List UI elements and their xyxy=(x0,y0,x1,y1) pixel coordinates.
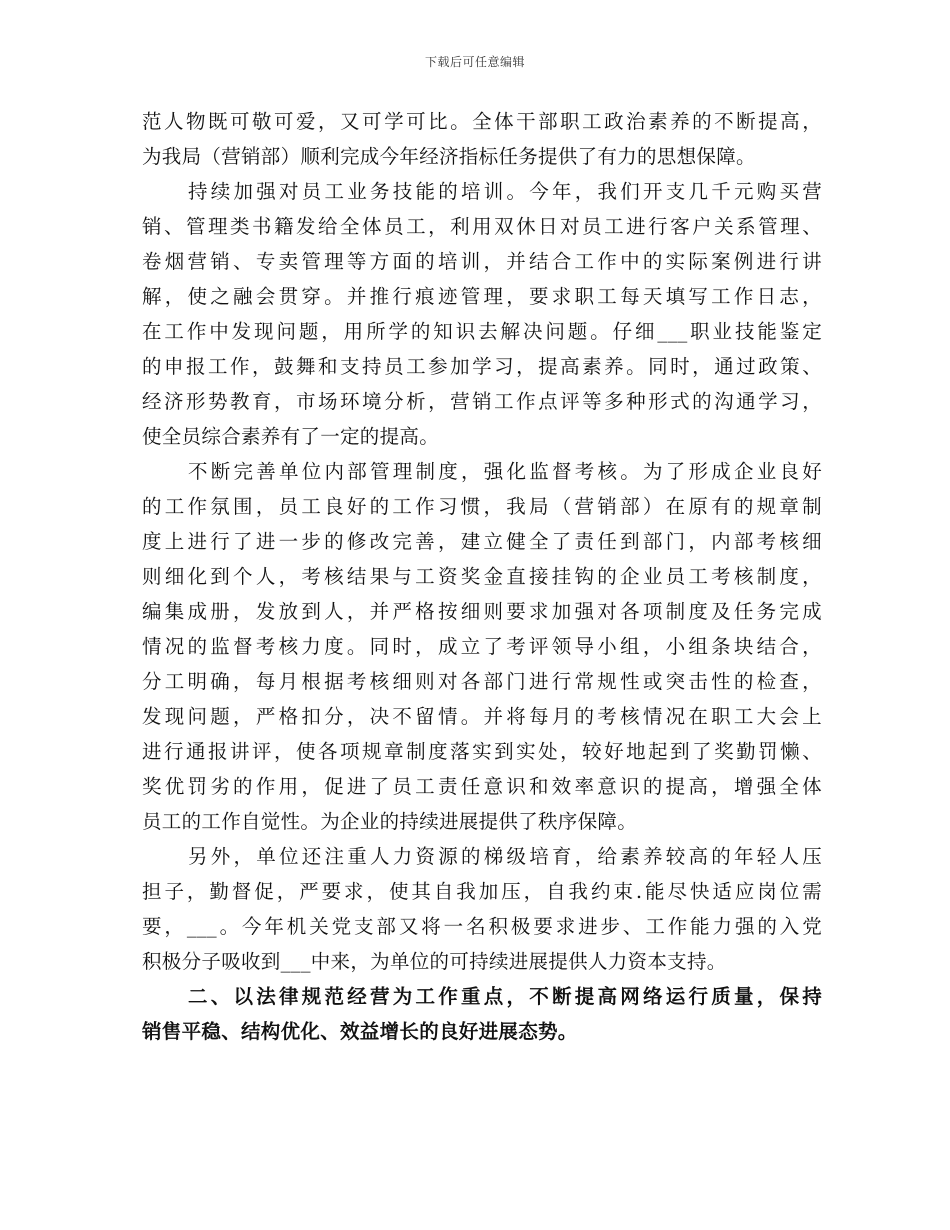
body-text-line: 销、管理类书籍发给全体员工，利用双休日对员工进行客户关系管理、 xyxy=(142,215,822,238)
body-text-line: 发现问题，严格扣分，决不留情。并将每月的考核情况在职工大会上 xyxy=(142,705,822,728)
body-text-line: 担子，勤督促，严要求，使其自我加压，自我约束.能尽快适应岗位需 xyxy=(142,880,822,903)
body-text-line: 经济形势教育，市场环境分析，营销工作点评等多种形式的沟通学习， xyxy=(142,390,822,413)
body-text-line: 编集成册，发放到人，并严格按细则要求加强对各项制度及任务完成 xyxy=(142,600,822,623)
body-text-line: 另外，单位还注重人力资源的梯级培育，给素养较高的年轻人压 xyxy=(188,845,822,868)
body-text-line: 持续加强对员工业务技能的培训。今年，我们开支几千元购买营 xyxy=(188,180,822,203)
body-text-line: 为我局（营销部）顺利完成今年经济指标任务提供了有力的思想保障。 xyxy=(142,145,756,168)
body-text-line: 使全员综合素养有了一定的提高。 xyxy=(142,425,440,448)
body-text-line: 情况的监督考核力度。同时，成立了考评领导小组，小组条块结合， xyxy=(142,635,822,658)
body-text-line: 度上进行了进一步的修改完善，建立健全了责任到部门，内部考核细 xyxy=(142,530,822,553)
body-text-line: 的工作氛围，员工良好的工作习惯，我局（营销部）在原有的规章制 xyxy=(142,495,822,518)
body-text-line: 的申报工作，鼓舞和支持员工参加学习，提高素养。同时，通过政策、 xyxy=(142,355,822,378)
body-text-line: 范人物既可敬可爱，又可学可比。全体干部职工政治素养的不断提高， xyxy=(142,110,822,133)
body-text-line: 卷烟营销、专卖管理等方面的培训，并结合工作中的实际案例进行讲 xyxy=(142,250,822,273)
document-body xyxy=(142,104,822,1049)
body-text-line: 进行通报讲评，使各项规章制度落实到实处，较好地起到了奖勤罚懒、 xyxy=(142,740,822,763)
section-heading-line: 二、以法律规范经营为工作重点，不断提高网络运行质量，保持 xyxy=(188,985,822,1008)
body-text-line: 分工明确，每月根据考核细则对各部门进行常规性或突击性的检查， xyxy=(142,670,822,693)
body-text-line: 解，使之融会贯穿。并推行痕迹管理，要求职工每天填写工作日志， xyxy=(142,285,822,308)
body-text-line: 不断完善单位内部管理制度，强化监督考核。为了形成企业良好 xyxy=(188,460,822,483)
body-text-line: 则细化到个人，考核结果与工资奖金直接挂钩的企业员工考核制度， xyxy=(142,565,822,588)
body-text-line: 要，___。今年机关党支部又将一名积极要求进步、工作能力强的入党 xyxy=(142,915,822,938)
body-text-line: 员工的工作自觉性。为企业的持续进展提供了秩序保障。 xyxy=(142,810,638,833)
section-heading-line: 销售平稳、结构优化、效益增长的良好进展态势。 xyxy=(142,1020,578,1043)
body-text-line: 奖优罚劣的作用，促进了员工责任意识和效率意识的提高，增强全体 xyxy=(142,775,822,798)
body-text-line: 积极分子吸收到___中来，为单位的可持续进展提供人力资本支持。 xyxy=(142,950,727,973)
body-text-line: 在工作中发现问题，用所学的知识去解决问题。仔细___职业技能鉴定 xyxy=(142,320,822,343)
page-header: 下载后可任意编辑 xyxy=(424,55,525,69)
